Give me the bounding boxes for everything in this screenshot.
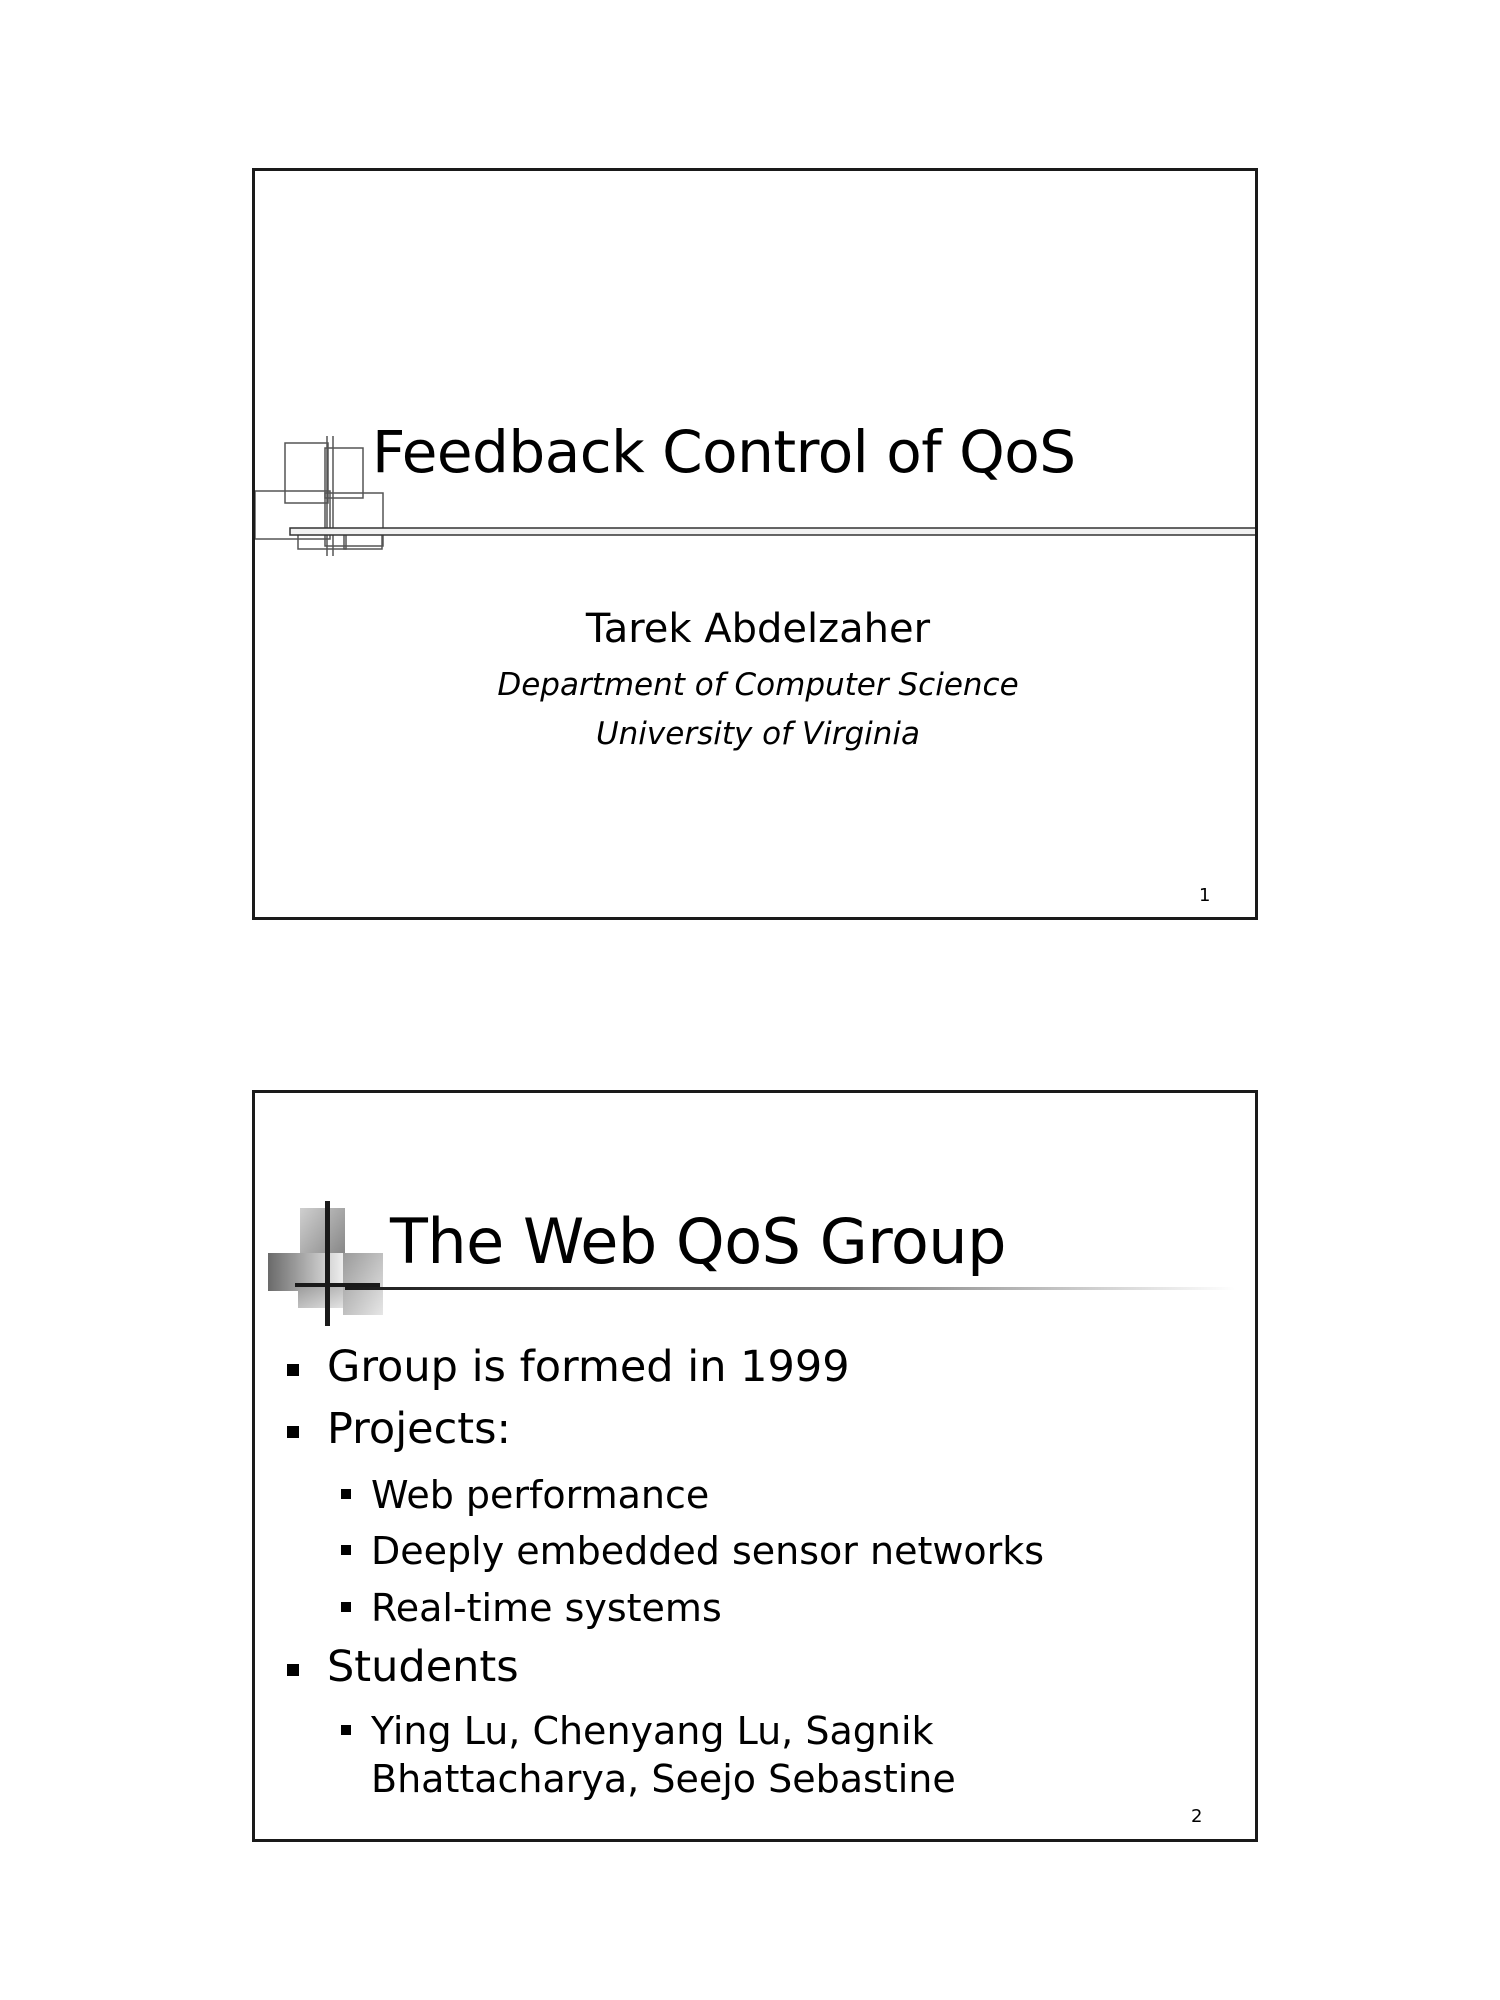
page-number: 1: [1199, 885, 1211, 906]
slide-1: [252, 168, 1258, 920]
university: University of Virginia: [595, 716, 921, 752]
sub-bullet-item: Real-time systems: [371, 1585, 722, 1633]
title-rule: [290, 528, 1258, 535]
bullet-item: Projects:: [327, 1408, 511, 1451]
sub-bullet-item: Deeply embedded sensor networks: [371, 1528, 1044, 1576]
bullet-item: Students: [327, 1646, 519, 1689]
bullet-item: Group is formed in 1999: [327, 1346, 850, 1389]
department: Department of Computer Science: [497, 667, 1019, 703]
bullet-square-icon: [341, 1489, 351, 1499]
bullet-square-icon: [341, 1545, 351, 1555]
slide-2: [252, 1090, 1258, 1842]
slide-1-title: Feedback Control of QoS: [372, 418, 1076, 486]
slide-2-title: The Web QoS Group: [390, 1205, 1006, 1278]
page-number: 2: [1191, 1806, 1203, 1827]
sub-bullet-item: Web performance: [371, 1472, 709, 1520]
bullet-square-icon: [341, 1602, 351, 1612]
sub-bullet-item: Ying Lu, Chenyang Lu, Sagnik Bhattacharya, Seejo Sebastine: [371, 1708, 1171, 1803]
slide-1-decoration: [255, 171, 1258, 920]
bullet-square-icon: [287, 1426, 299, 1438]
bullet-square-icon: [287, 1664, 299, 1676]
author-name: Tarek Abdelzaher: [585, 606, 931, 652]
bullet-square-icon: [287, 1364, 299, 1376]
bullet-square-icon: [341, 1725, 351, 1735]
bullet-list: [255, 1093, 1258, 1842]
